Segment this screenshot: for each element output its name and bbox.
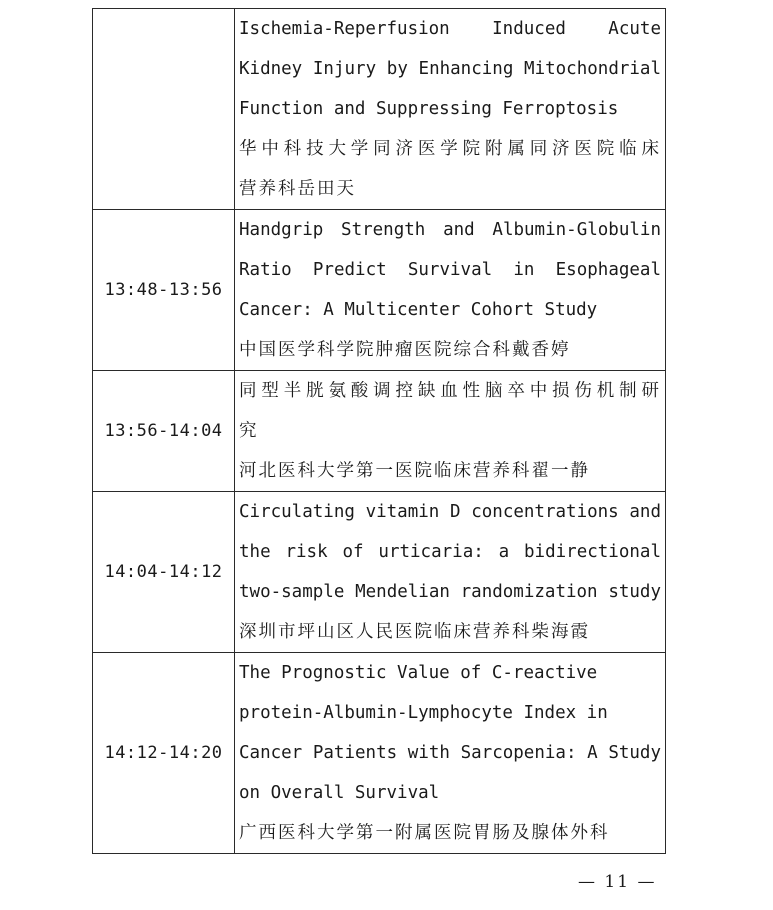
title-line: 究 bbox=[239, 421, 259, 441]
time-cell bbox=[93, 371, 235, 492]
affiliation-line: 营养科岳田天 bbox=[239, 179, 356, 199]
title-line: Ratio Predict Survival in Esophageal bbox=[239, 260, 661, 280]
table-row bbox=[93, 653, 666, 854]
time-cell bbox=[93, 210, 235, 371]
title-line: 同型半胱氨酸调控缺血性脑卒中损伤机制研 bbox=[239, 381, 661, 401]
table-row bbox=[93, 9, 666, 210]
title-line: Ischemia-Reperfusion Induced Acute bbox=[239, 19, 661, 39]
time-cell bbox=[93, 492, 235, 653]
title-line: Circulating vitamin D concentrations and bbox=[239, 502, 661, 522]
time-cell bbox=[93, 9, 235, 210]
page-number: — 11 — bbox=[578, 872, 657, 892]
time-slot: 14:04-14:12 bbox=[104, 562, 223, 582]
time-cell bbox=[93, 653, 235, 854]
title-line: protein-Albumin-Lymphocyte Index in bbox=[239, 703, 608, 723]
title-line: on Overall Survival bbox=[239, 783, 440, 803]
presentation-cell bbox=[235, 492, 666, 653]
title-line: Function and Suppressing Ferroptosis bbox=[239, 99, 619, 119]
title-line: the risk of urticaria: a bidirectional bbox=[239, 542, 661, 562]
time-slot: 13:56-14:04 bbox=[104, 421, 223, 441]
title-line: Cancer: A Multicenter Cohort Study bbox=[239, 300, 598, 320]
title-line: Cancer Patients with Sarcopenia: A Study bbox=[239, 743, 661, 763]
schedule-table bbox=[92, 8, 666, 854]
title-line: Kidney Injury by Enhancing Mitochondrial bbox=[239, 59, 661, 79]
affiliation-line: 华中科技大学同济医学院附属同济医院临床 bbox=[239, 139, 661, 159]
presentation-cell bbox=[235, 210, 666, 371]
title-line: two-sample Mendelian randomization study bbox=[239, 582, 661, 602]
affiliation-line: 广西医科大学第一附属医院胃肠及腺体外科 bbox=[239, 823, 610, 843]
table-row bbox=[93, 371, 666, 492]
table-row bbox=[93, 492, 666, 653]
time-slot: 14:12-14:20 bbox=[104, 743, 223, 763]
affiliation-line: 河北医科大学第一医院临床营养科翟一静 bbox=[239, 461, 590, 481]
title-line: Handgrip Strength and Albumin-Globulin bbox=[239, 220, 661, 240]
affiliation-line: 中国医学科学院肿瘤医院综合科戴香婷 bbox=[239, 340, 571, 360]
table-row bbox=[93, 210, 666, 371]
affiliation-line: 深圳市坪山区人民医院临床营养科柴海霞 bbox=[239, 622, 590, 642]
presentation-cell bbox=[235, 371, 666, 492]
time-slot: 13:48-13:56 bbox=[104, 280, 223, 300]
presentation-cell bbox=[235, 653, 666, 854]
presentation-cell bbox=[235, 9, 666, 210]
title-line: The Prognostic Value of C-reactive bbox=[239, 663, 598, 683]
